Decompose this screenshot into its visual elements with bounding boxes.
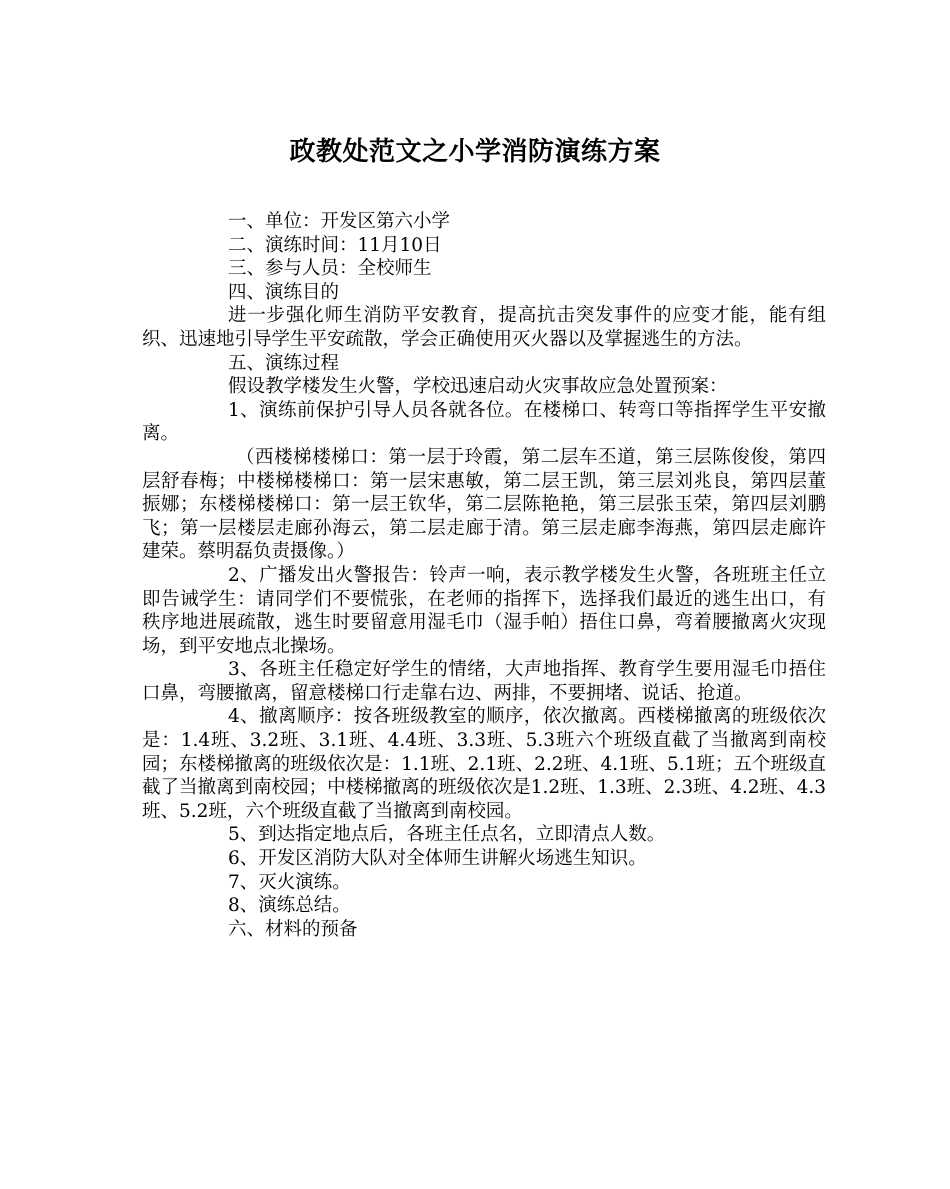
process-step-1: 1、演练前保护引导人员各就各位。在楼梯口、转弯口等指挥学生平安撤离。 bbox=[142, 399, 826, 445]
process-step-6: 6、开发区消防大队对全体师生讲解火场逃生知识。 bbox=[228, 848, 647, 870]
section-process-heading: 五、演练过程 bbox=[228, 352, 340, 374]
section-unit: 一、单位：开发区第六小学 bbox=[228, 211, 451, 232]
process-step-3: 3、各班主任稳定好学生的情绪，大声地指挥、教育学生要用湿毛巾捂住口鼻，弯腰撤离，留意楼梯口行走靠右边、两排，不要拥堵、说话、抢道。 bbox=[142, 659, 826, 704]
process-step-2: 2、广播发出火警报告：铃声一响，表示教学楼发生火警，各班班主任立即告诫学生：请同学们不要慌张，在老师的指挥下，选择我们最近的逃生出口，有秩序地进展疏散，逃生时要留意用湿毛巾（湿手帕）捂住口鼻，弯着腰撤离火灾现场，到平安地点北操场。 bbox=[142, 564, 826, 657]
document-body bbox=[142, 210, 826, 941]
process-intro: 假设教学楼发生火警，学校迅速启动火灾事故应急处置预案： bbox=[228, 376, 728, 398]
process-step-7: 7、灭火演练。 bbox=[228, 871, 351, 893]
document-title: 政教处范文之小学消防演练方案 bbox=[289, 137, 661, 167]
process-step-4: 4、撤离顺序：按各班级教室的顺序，依次撤离。西楼梯撤离的班级依次是：1.4班、3.2班、3.1班、4.4班、3.3班、5.3班六个班级直截了当撤离到南校园；东楼梯撤离的班级依次是：1.1班、2.1班、2.2班、4.1班、5.1班；五个班级直截了当撤离到南校园；中楼梯撤离的班级依次是1.2班、1.3班、2.3班、4.2班、4.3班、5.2班，六个班级直截了当撤离到南校园。 bbox=[142, 706, 826, 822]
staff-assignment-note: （西楼梯楼梯口：第一层于玲霞，第二层车丕道，第三层陈俊俊，第四层舒春梅；中楼梯楼梯口：第一层宋惠敏，第二层王凯，第三层刘兆良，第四层董振娜；东楼梯楼梯口：第一层王钦华，第二层陈艳艳，第三层张玉荣，第四层刘鹏飞；第一层楼层走廊孙海云，第二层走廊于清。第三层走廊李海燕，第四层走廊许建荣。蔡明磊负责摄像。） bbox=[142, 446, 826, 563]
process-step-8: 8、演练总结。 bbox=[228, 895, 351, 917]
section-purpose-text: 进一步强化师生消防平安教育，提高抗击突发事件的应变才能，能有组织、迅速地引导学生平安疏散，学会正确使用灭火器以及掌握逃生的方法。 bbox=[142, 305, 826, 350]
process-step-5: 5、到达指定地点后，各班主任点名，立即清点人数。 bbox=[228, 824, 666, 846]
section-purpose-heading: 四、演练目的 bbox=[228, 281, 340, 303]
section-materials-heading: 六、材料的预备 bbox=[228, 918, 358, 940]
section-drill-time: 二、演练时间：11月10日 bbox=[228, 234, 442, 256]
section-participants: 三、参与人员：全校师生 bbox=[228, 258, 432, 280]
